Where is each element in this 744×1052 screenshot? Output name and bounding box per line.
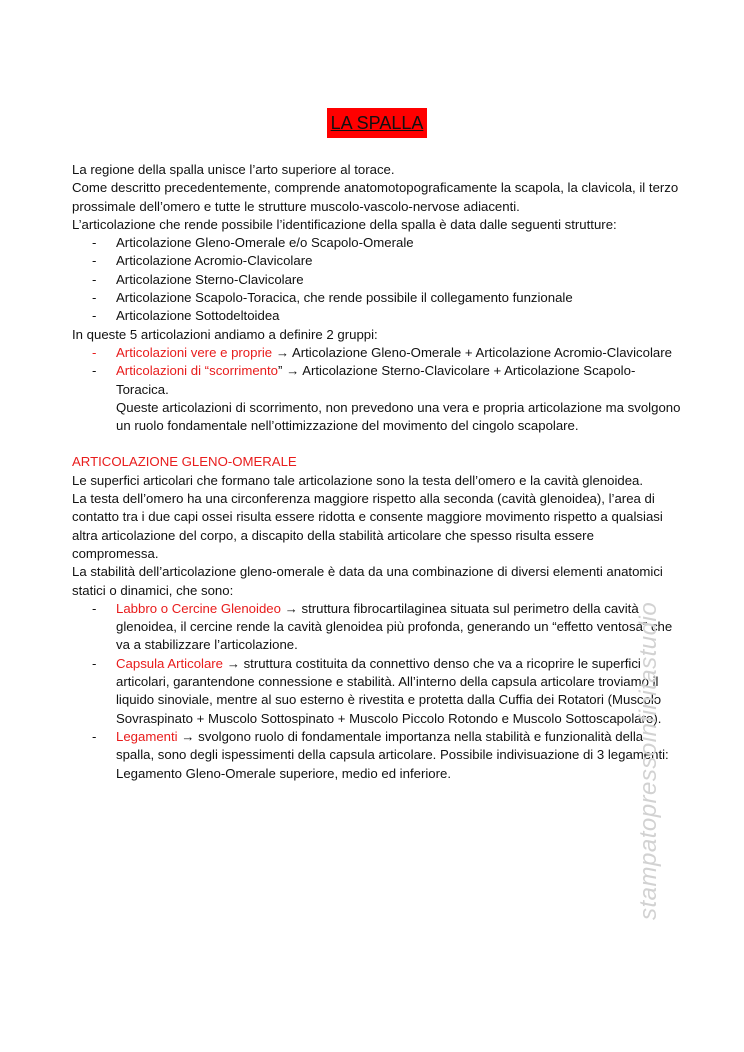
element-term: Capsula Articolare xyxy=(116,655,224,671)
arrow-icon: → xyxy=(181,728,195,744)
dash-bullet: - xyxy=(92,271,97,287)
intro-line-1: La regione della spalla unisce l’arto superiore al torace. xyxy=(72,162,395,177)
dash-bullet: - xyxy=(92,655,97,671)
list-item xyxy=(72,362,682,399)
element-text: struttura costituita da connettivo denso che va a ricoprire le superfici articolari, garantendone connessione e stabilità. All’interno della capsula articolare troviamo il liquido sinoviale, mentre al suo esterno è rivestita e protetta dalla Cuffia dei Rotatori (Muscolo Sovraspinato + Muscolo Sottospinato + Muscolo Piccolo Rotondo e Muscolo Sottoscapolare). xyxy=(116,655,662,726)
element-term: Legamenti xyxy=(116,728,178,744)
spacer xyxy=(72,435,682,453)
group-term-suffix: ” xyxy=(277,363,283,379)
arrow-icon: → xyxy=(286,363,300,379)
list-item-text: Articolazione Sottodeltoidea xyxy=(116,308,280,324)
list-item xyxy=(72,655,682,728)
joints-list xyxy=(72,234,682,325)
dash-bullet: - xyxy=(92,728,97,744)
group-note: Queste articolazioni di scorrimento, non prevedono una vera e propria articolazione ma svolgono un ruolo fondamentale nell’ottimizzazione del movimento del cingolo scapolare. xyxy=(116,399,681,434)
group-term-prefix: Articolazioni di “ xyxy=(116,363,210,379)
group-text: Articolazione Gleno-Omerale + Articolazione Acromio-Clavicolare xyxy=(291,344,672,360)
intro-line-3: L’articolazione che rende possibile l’identificazione della spalla è data dalle seguenti strutture: xyxy=(72,216,617,232)
dash-bullet: - xyxy=(92,363,97,379)
dash-bullet: - xyxy=(92,290,97,306)
intro-line-2: Come descritto precedentemente, comprende anatomotopograficamente la scapola, la clavicola, il terzo prossimale dell’omero e tutte le strutture muscolo-vascolo-nervose adiacenti. xyxy=(72,180,679,214)
dash-bullet: - xyxy=(92,235,97,251)
arrow-icon: → xyxy=(226,655,240,671)
element-term: Labbro o Cercine Glenoideo xyxy=(116,600,281,616)
list-item-text: Articolazione Acromio-Clavicolare xyxy=(116,253,313,269)
list-item-text: Articolazione Gleno-Omerale e/o Scapolo-Omerale xyxy=(116,235,414,251)
groups-intro: In queste 5 articolazioni andiamo a definire 2 gruppi: xyxy=(72,326,378,342)
list-item xyxy=(72,234,682,252)
list-item xyxy=(72,271,682,289)
section-paragraph-2: La testa dell’omero ha una circonferenza maggiore rispetto alla seconda (cavità glenoidea), l’area di contatto tra i due capi ossei risulta essere ridotta e consente maggiore movimento rispetto a qualsiasi altra articolazione del corpo, a discapito della stabilità articolare che spesso risulta essere compromessa. xyxy=(72,491,663,561)
arrow-icon: → xyxy=(284,600,298,616)
document-body xyxy=(72,161,682,783)
element-text: svolgono ruolo di fondamentale importanza nella stabilità e funzionalità della spalla, sono degli ispessimenti della capsula articolare. Possibile indivisuazione di 3 legamenti: Legamento Gleno-Omerale superiore, medio ed inferiore. xyxy=(116,728,669,781)
list-item xyxy=(72,344,682,362)
watermark: stampatopressoinfinitastudio xyxy=(635,601,662,920)
list-item xyxy=(72,289,682,307)
section-paragraph-1: Le superfici articolari che formano tale articolazione sono la testa dell’omero e la cavità glenoidea. xyxy=(72,472,644,488)
element-text: struttura fibrocartilaginea situata sul perimetro della cavità glenoidea, il cercine rende la cavità glenoidea più profonda, generando un “effetto ventosa” che va a stabilizzare l’articolazione. xyxy=(116,600,673,653)
group-term: Articolazioni vere e proprie xyxy=(116,344,273,360)
title-container xyxy=(72,108,682,138)
dash-bullet: - xyxy=(92,308,97,324)
dash-bullet: - xyxy=(92,344,97,360)
dash-bullet: - xyxy=(92,253,97,269)
section-paragraph-3: La stabilità dell’articolazione gleno-omerale è data da una combinazione di diversi elementi anatomici statici o dinamici, che sono: xyxy=(72,564,663,598)
group-text: Articolazione Sterno-Clavicolare + Articolazione Scapolo-Toracica. xyxy=(116,363,636,397)
list-item-text: Articolazione Scapolo-Toracica, che rende possibile il collegamento funzionale xyxy=(116,290,573,306)
list-item xyxy=(72,600,682,655)
arrow-icon: → xyxy=(275,344,289,360)
list-item xyxy=(72,307,682,325)
list-item xyxy=(72,252,682,270)
list-item-text: Articolazione Sterno-Clavicolare xyxy=(116,271,304,287)
dash-bullet: - xyxy=(92,600,97,616)
list-item xyxy=(72,728,682,783)
section-heading: ARTICOLAZIONE GLENO-OMERALE xyxy=(72,454,297,470)
groups-list xyxy=(72,344,682,399)
elements-list xyxy=(72,600,682,783)
page-title: LA SPALLA xyxy=(327,108,428,138)
group-term-inner: scorrimento xyxy=(209,363,278,379)
